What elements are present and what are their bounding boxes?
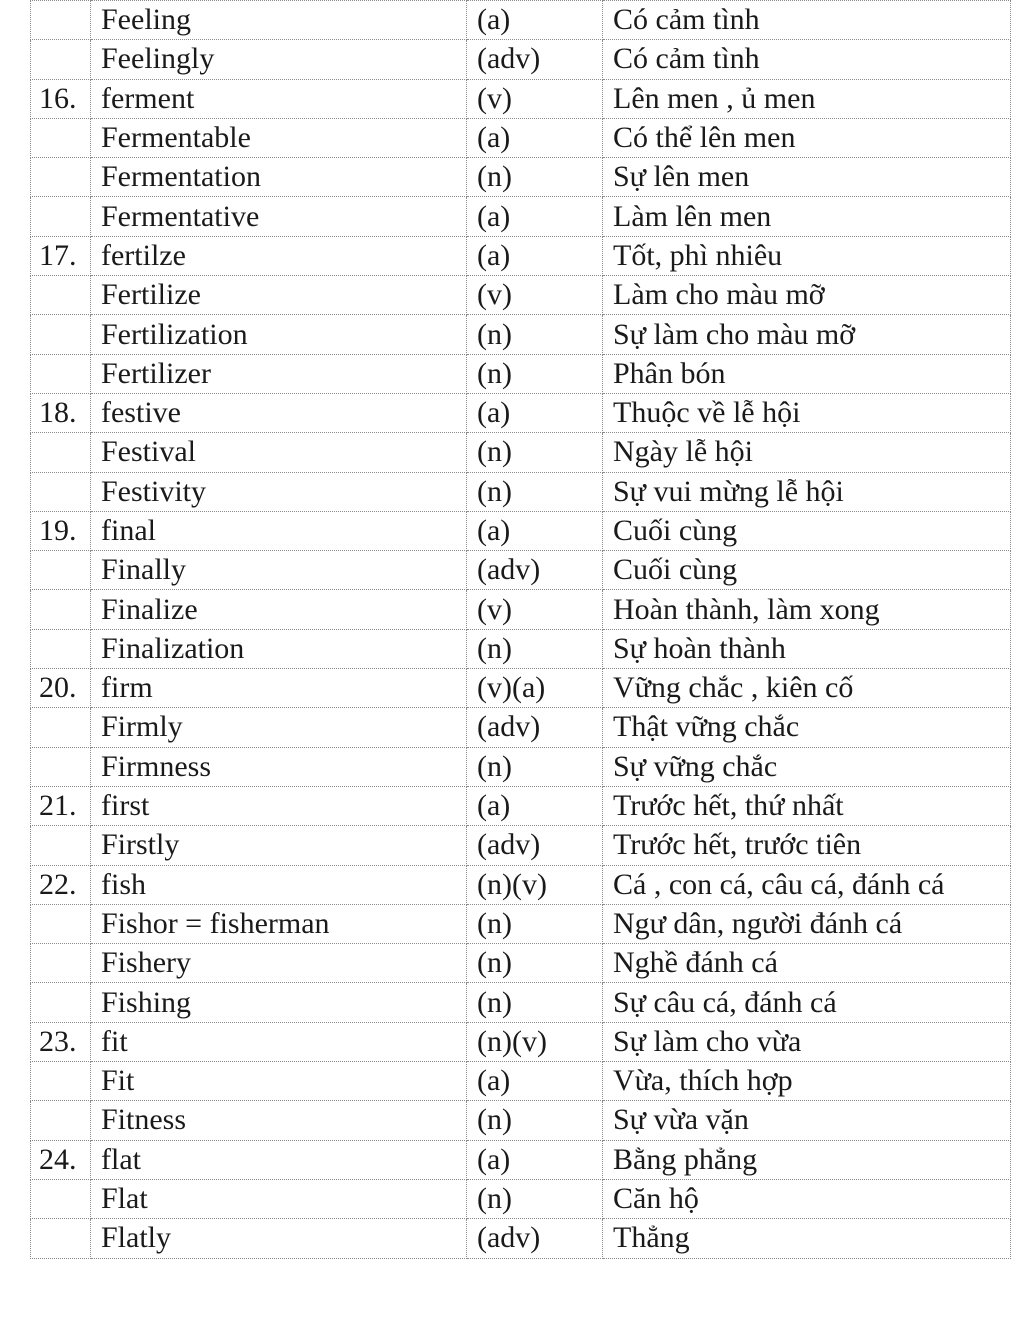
part-of-speech-cell: (n) — [467, 472, 603, 511]
meaning-cell: Sự câu cá, đánh cá — [603, 983, 1011, 1022]
part-of-speech-cell: (n) — [467, 944, 603, 983]
entry-number: 23. — [31, 1022, 91, 1061]
part-of-speech-cell: (n) — [467, 158, 603, 197]
meaning-cell: Sự vừa vặn — [603, 1101, 1011, 1140]
part-of-speech-cell: (n)(v) — [467, 1022, 603, 1061]
meaning-cell: Ngư dân, người đánh cá — [603, 904, 1011, 943]
table-row — [31, 669, 1011, 708]
table-row — [31, 393, 1011, 432]
meaning-cell: Sự hoàn thành — [603, 629, 1011, 668]
entry-number — [31, 158, 91, 197]
table-row — [31, 40, 1011, 79]
meaning-cell: Làm lên men — [603, 197, 1011, 236]
word-cell: Fermentable — [91, 118, 467, 157]
meaning-cell: Cuối cùng — [603, 551, 1011, 590]
word-cell: Firmness — [91, 747, 467, 786]
table-row — [31, 1062, 1011, 1101]
entry-number — [31, 1101, 91, 1140]
meaning-cell: Tốt, phì nhiêu — [603, 236, 1011, 275]
entry-number: 20. — [31, 669, 91, 708]
word-cell: Fertilize — [91, 276, 467, 315]
part-of-speech-cell: (adv) — [467, 826, 603, 865]
entry-number — [31, 551, 91, 590]
word-cell: Fishor = fisherman — [91, 904, 467, 943]
word-cell: Firmly — [91, 708, 467, 747]
meaning-cell: Trước hết, thứ nhất — [603, 786, 1011, 825]
entry-number — [31, 747, 91, 786]
word-cell: Fishery — [91, 944, 467, 983]
part-of-speech-cell: (a) — [467, 197, 603, 236]
word-cell: first — [91, 786, 467, 825]
entry-number — [31, 708, 91, 747]
meaning-cell: Làm cho màu mỡ — [603, 276, 1011, 315]
meaning-cell: Sự làm cho vừa — [603, 1022, 1011, 1061]
word-cell: final — [91, 511, 467, 550]
meaning-cell: Có thể lên men — [603, 118, 1011, 157]
table-row — [31, 1219, 1011, 1258]
word-cell: fish — [91, 865, 467, 904]
entry-number: 18. — [31, 393, 91, 432]
entry-number: 21. — [31, 786, 91, 825]
table-row — [31, 1101, 1011, 1140]
part-of-speech-cell: (a) — [467, 118, 603, 157]
table-row — [31, 354, 1011, 393]
word-cell: Feeling — [91, 1, 467, 40]
entry-number — [31, 433, 91, 472]
word-cell: Finally — [91, 551, 467, 590]
word-cell: Fermentation — [91, 158, 467, 197]
meaning-cell: Sự lên men — [603, 158, 1011, 197]
entry-number — [31, 629, 91, 668]
table-row — [31, 826, 1011, 865]
word-cell: Fermentative — [91, 197, 467, 236]
word-cell: Fertilizer — [91, 354, 467, 393]
part-of-speech-cell: (adv) — [467, 1219, 603, 1258]
table-row — [31, 708, 1011, 747]
meaning-cell: Thuộc về lễ hội — [603, 393, 1011, 432]
part-of-speech-cell: (adv) — [467, 40, 603, 79]
part-of-speech-cell: (v) — [467, 79, 603, 118]
word-cell: festive — [91, 393, 467, 432]
table-row — [31, 1, 1011, 40]
part-of-speech-cell: (a) — [467, 1, 603, 40]
word-cell: firm — [91, 669, 467, 708]
part-of-speech-cell: (n) — [467, 433, 603, 472]
entry-number: 17. — [31, 236, 91, 275]
meaning-cell: Vừa, thích hợp — [603, 1062, 1011, 1101]
table-row — [31, 472, 1011, 511]
meaning-cell: Phân bón — [603, 354, 1011, 393]
entry-number — [31, 354, 91, 393]
part-of-speech-cell: (adv) — [467, 708, 603, 747]
word-cell: flat — [91, 1140, 467, 1179]
table-row — [31, 865, 1011, 904]
part-of-speech-cell: (v)(a) — [467, 669, 603, 708]
part-of-speech-cell: (a) — [467, 511, 603, 550]
entry-number — [31, 1, 91, 40]
meaning-cell: Vững chắc , kiên cố — [603, 669, 1011, 708]
table-row — [31, 79, 1011, 118]
table-row — [31, 1140, 1011, 1179]
entry-number — [31, 197, 91, 236]
part-of-speech-cell: (adv) — [467, 551, 603, 590]
entry-number: 16. — [31, 79, 91, 118]
meaning-cell: Hoàn thành, làm xong — [603, 590, 1011, 629]
table-row — [31, 511, 1011, 550]
word-cell: fertilze — [91, 236, 467, 275]
meaning-cell: Cuối cùng — [603, 511, 1011, 550]
part-of-speech-cell: (n) — [467, 1179, 603, 1218]
meaning-cell: Trước hết, trước tiên — [603, 826, 1011, 865]
part-of-speech-cell: (n)(v) — [467, 865, 603, 904]
entry-number: 22. — [31, 865, 91, 904]
table-row — [31, 590, 1011, 629]
part-of-speech-cell: (n) — [467, 983, 603, 1022]
table-row — [31, 1022, 1011, 1061]
meaning-cell: Cá , con cá, câu cá, đánh cá — [603, 865, 1011, 904]
word-cell: Finalization — [91, 629, 467, 668]
entry-number — [31, 472, 91, 511]
word-cell: Festival — [91, 433, 467, 472]
word-cell: Flatly — [91, 1219, 467, 1258]
entry-number — [31, 315, 91, 354]
table-row — [31, 786, 1011, 825]
entry-number — [31, 904, 91, 943]
word-cell: Flat — [91, 1179, 467, 1218]
part-of-speech-cell: (a) — [467, 1140, 603, 1179]
part-of-speech-cell: (n) — [467, 747, 603, 786]
entry-number — [31, 826, 91, 865]
meaning-cell: Thẳng — [603, 1219, 1011, 1258]
table-row — [31, 1179, 1011, 1218]
word-cell: Finalize — [91, 590, 467, 629]
meaning-cell: Bằng phẳng — [603, 1140, 1011, 1179]
table-row — [31, 944, 1011, 983]
table-row — [31, 904, 1011, 943]
meaning-cell: Thật vững chắc — [603, 708, 1011, 747]
part-of-speech-cell: (a) — [467, 786, 603, 825]
meaning-cell: Ngày lễ hội — [603, 433, 1011, 472]
word-cell: Firstly — [91, 826, 467, 865]
entry-number: 24. — [31, 1140, 91, 1179]
word-cell: fit — [91, 1022, 467, 1061]
table-row — [31, 236, 1011, 275]
entry-number — [31, 276, 91, 315]
part-of-speech-cell: (n) — [467, 904, 603, 943]
word-cell: ferment — [91, 79, 467, 118]
table-row — [31, 629, 1011, 668]
word-cell: Fitness — [91, 1101, 467, 1140]
table-row — [31, 315, 1011, 354]
meaning-cell: Có cảm tình — [603, 40, 1011, 79]
entry-number — [31, 944, 91, 983]
word-cell: Feelingly — [91, 40, 467, 79]
part-of-speech-cell: (v) — [467, 590, 603, 629]
vocabulary-table — [30, 0, 1011, 1259]
meaning-cell: Có cảm tình — [603, 1, 1011, 40]
part-of-speech-cell: (n) — [467, 354, 603, 393]
entry-number — [31, 983, 91, 1022]
entry-number — [31, 1219, 91, 1258]
entry-number — [31, 1062, 91, 1101]
entry-number — [31, 590, 91, 629]
part-of-speech-cell: (n) — [467, 1101, 603, 1140]
meaning-cell: Sự vui mừng lễ hội — [603, 472, 1011, 511]
part-of-speech-cell: (a) — [467, 393, 603, 432]
meaning-cell: Sự vững chắc — [603, 747, 1011, 786]
entry-number — [31, 1179, 91, 1218]
table-row — [31, 158, 1011, 197]
vocabulary-table-body — [31, 1, 1011, 1259]
meaning-cell: Sự làm cho màu mỡ — [603, 315, 1011, 354]
table-row — [31, 118, 1011, 157]
part-of-speech-cell: (v) — [467, 276, 603, 315]
table-row — [31, 551, 1011, 590]
entry-number — [31, 118, 91, 157]
table-row — [31, 197, 1011, 236]
part-of-speech-cell: (n) — [467, 629, 603, 668]
meaning-cell: Lên men , ủ men — [603, 79, 1011, 118]
meaning-cell: Căn hộ — [603, 1179, 1011, 1218]
table-row — [31, 433, 1011, 472]
table-row — [31, 747, 1011, 786]
word-cell: Fishing — [91, 983, 467, 1022]
meaning-cell: Nghề đánh cá — [603, 944, 1011, 983]
table-row — [31, 276, 1011, 315]
word-cell: Fertilization — [91, 315, 467, 354]
word-cell: Festivity — [91, 472, 467, 511]
entry-number: 19. — [31, 511, 91, 550]
part-of-speech-cell: (a) — [467, 1062, 603, 1101]
part-of-speech-cell: (n) — [467, 315, 603, 354]
table-row — [31, 983, 1011, 1022]
entry-number — [31, 40, 91, 79]
word-cell: Fit — [91, 1062, 467, 1101]
part-of-speech-cell: (a) — [467, 236, 603, 275]
